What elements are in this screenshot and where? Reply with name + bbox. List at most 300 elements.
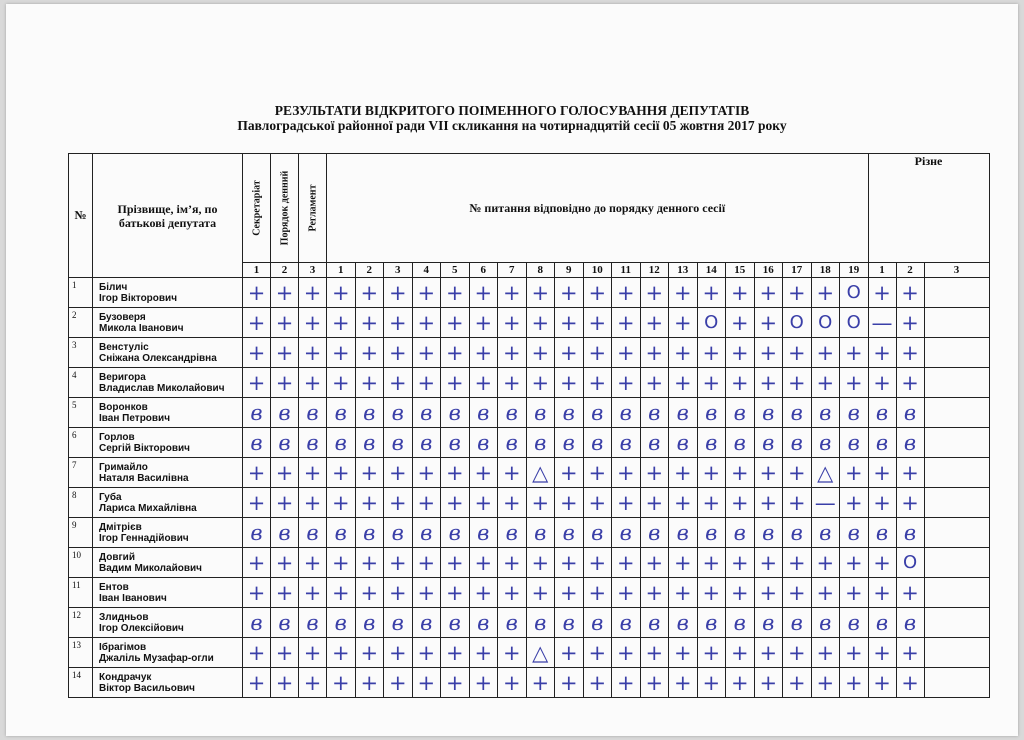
vote-mark: + xyxy=(811,578,840,608)
vote-mark: + xyxy=(384,308,413,338)
vote-mark: + xyxy=(441,278,470,308)
vote-mark: + xyxy=(555,308,584,338)
vote-mark: + xyxy=(669,338,698,368)
vote-mark: в xyxy=(498,398,527,428)
vote-mark: + xyxy=(868,578,896,608)
header-misc: Різне xyxy=(868,154,989,263)
vote-mark: O xyxy=(811,308,840,338)
vote-mark: в xyxy=(783,398,812,428)
vote-mark: + xyxy=(243,488,271,518)
vote-mark: в xyxy=(299,518,327,548)
vote-mark: + xyxy=(412,308,441,338)
header-row xyxy=(69,154,990,263)
vote-mark xyxy=(924,278,989,308)
vote-mark: в xyxy=(726,428,755,458)
vote-mark: △ xyxy=(811,458,840,488)
vote-mark: O xyxy=(783,308,812,338)
vote-mark: в xyxy=(583,608,612,638)
vote-mark: + xyxy=(840,368,869,398)
vote-mark: + xyxy=(840,548,869,578)
vote-mark: + xyxy=(441,638,470,668)
vote-mark: + xyxy=(355,458,384,488)
vote-mark: в xyxy=(896,608,924,638)
vote-mark: + xyxy=(243,638,271,668)
vote-mark: + xyxy=(327,488,356,518)
vote-mark: + xyxy=(355,278,384,308)
vote-mark: + xyxy=(783,278,812,308)
vote-mark: + xyxy=(327,308,356,338)
vote-mark: + xyxy=(271,308,299,338)
vote-mark xyxy=(924,548,989,578)
vote-mark: + xyxy=(271,488,299,518)
vote-mark: в xyxy=(896,518,924,548)
vote-mark: + xyxy=(469,668,498,698)
vote-mark: в xyxy=(384,398,413,428)
deputy-surname: Ібрагімов xyxy=(99,641,147,653)
deputy-name xyxy=(93,428,243,458)
vote-mark: в xyxy=(697,518,726,548)
vote-mark: в xyxy=(243,398,271,428)
vote-mark: в xyxy=(726,608,755,638)
deputy-surname: Бузоверя xyxy=(99,311,146,323)
vote-mark: + xyxy=(355,338,384,368)
vote-mark: + xyxy=(754,368,783,398)
deputy-given-names: Микола Іванович xyxy=(99,322,184,334)
vote-mark: + xyxy=(612,668,641,698)
vote-mark: + xyxy=(669,308,698,338)
vote-mark: + xyxy=(327,668,356,698)
vote-mark: + xyxy=(640,308,669,338)
vote-mark xyxy=(924,338,989,368)
row-number: 5 xyxy=(69,398,93,428)
vote-mark: в xyxy=(441,608,470,638)
vote-mark: + xyxy=(840,578,869,608)
header-secretariat: Секретаріат xyxy=(243,154,271,263)
deputy-given-names: Наталя Василівна xyxy=(99,472,189,484)
vote-mark: в xyxy=(469,518,498,548)
vote-mark: в xyxy=(640,608,669,638)
deputy-name xyxy=(93,338,243,368)
column-number: 3 xyxy=(299,263,327,278)
deputy-surname: Білич xyxy=(99,281,128,293)
vote-mark xyxy=(924,428,989,458)
vote-mark: + xyxy=(555,338,584,368)
vote-mark: + xyxy=(726,638,755,668)
vote-mark: + xyxy=(697,488,726,518)
vote-mark: + xyxy=(669,578,698,608)
vote-mark: + xyxy=(412,338,441,368)
vote-mark: в xyxy=(526,608,555,638)
vote-mark: в xyxy=(412,518,441,548)
vote-mark: + xyxy=(754,278,783,308)
vote-mark: в xyxy=(271,428,299,458)
row-number: 7 xyxy=(69,458,93,488)
vote-mark: + xyxy=(412,668,441,698)
vote-mark: в xyxy=(327,608,356,638)
vote-mark: + xyxy=(783,338,812,368)
deputy-surname: Воронков xyxy=(99,401,148,413)
table-row xyxy=(69,458,990,488)
vote-mark: в xyxy=(754,398,783,428)
vote-mark: + xyxy=(754,578,783,608)
vote-mark: + xyxy=(441,368,470,398)
vote-mark: + xyxy=(868,668,896,698)
vote-mark: + xyxy=(612,458,641,488)
vote-mark: + xyxy=(583,668,612,698)
vote-mark: + xyxy=(697,368,726,398)
vote-mark: + xyxy=(299,578,327,608)
vote-mark xyxy=(924,638,989,668)
vote-mark: в xyxy=(355,398,384,428)
vote-mark: + xyxy=(754,338,783,368)
vote-mark: + xyxy=(299,308,327,338)
vote-mark: в xyxy=(783,428,812,458)
vote-mark: + xyxy=(697,278,726,308)
vote-mark: + xyxy=(355,638,384,668)
vote-mark: + xyxy=(498,668,527,698)
deputy-given-names: Вадим Миколайович xyxy=(99,562,202,574)
table-row xyxy=(69,638,990,668)
vote-mark: + xyxy=(243,308,271,338)
column-number: 8 xyxy=(526,263,555,278)
header-questions: № питання відповідно до порядку денного сесії xyxy=(327,154,869,263)
vote-mark: + xyxy=(555,458,584,488)
vote-mark: + xyxy=(355,308,384,338)
vote-mark: + xyxy=(243,338,271,368)
vote-mark xyxy=(924,368,989,398)
table-row xyxy=(69,578,990,608)
vote-mark: + xyxy=(669,458,698,488)
vote-mark: + xyxy=(896,638,924,668)
vote-mark: в xyxy=(412,398,441,428)
vote-mark: в xyxy=(498,608,527,638)
vote-mark: + xyxy=(271,338,299,368)
vote-mark: + xyxy=(896,488,924,518)
column-number: 3 xyxy=(924,263,989,278)
vote-mark: в xyxy=(896,428,924,458)
vote-mark: в xyxy=(583,518,612,548)
row-number: 14 xyxy=(69,668,93,698)
vote-mark: + xyxy=(469,458,498,488)
vote-mark: в xyxy=(498,518,527,548)
vote-mark: + xyxy=(612,488,641,518)
vote-mark: в xyxy=(811,608,840,638)
vote-mark: + xyxy=(469,638,498,668)
row-number: 9 xyxy=(69,518,93,548)
vote-mark: в xyxy=(669,608,698,638)
vote-mark: в xyxy=(640,428,669,458)
vote-mark: + xyxy=(640,548,669,578)
vote-mark: + xyxy=(271,368,299,398)
vote-mark: + xyxy=(669,548,698,578)
vote-mark: в xyxy=(355,608,384,638)
vote-mark: в xyxy=(384,608,413,638)
vote-mark: в xyxy=(896,398,924,428)
vote-mark: + xyxy=(384,368,413,398)
vote-mark: + xyxy=(327,638,356,668)
vote-mark: + xyxy=(441,308,470,338)
row-number: 4 xyxy=(69,368,93,398)
vote-mark: + xyxy=(669,368,698,398)
vote-mark: + xyxy=(555,668,584,698)
vote-mark: + xyxy=(726,278,755,308)
vote-mark: + xyxy=(783,638,812,668)
vote-mark: + xyxy=(469,488,498,518)
vote-mark: в xyxy=(498,428,527,458)
vote-mark: + xyxy=(726,548,755,578)
vote-mark: + xyxy=(555,578,584,608)
vote-mark: в xyxy=(271,608,299,638)
vote-mark: + xyxy=(384,278,413,308)
vote-mark: + xyxy=(327,338,356,368)
vote-mark: + xyxy=(612,338,641,368)
vote-mark: + xyxy=(555,368,584,398)
row-number: 2 xyxy=(69,308,93,338)
vote-mark: + xyxy=(754,638,783,668)
vote-mark: в xyxy=(612,398,641,428)
vote-mark: + xyxy=(526,548,555,578)
vote-mark: + xyxy=(669,278,698,308)
vote-mark: в xyxy=(811,428,840,458)
vote-mark: + xyxy=(469,278,498,308)
vote-mark: в xyxy=(583,398,612,428)
deputy-name xyxy=(93,308,243,338)
vote-mark: в xyxy=(555,398,584,428)
vote-mark: + xyxy=(896,668,924,698)
vote-mark: + xyxy=(612,308,641,338)
vote-mark: в xyxy=(840,608,869,638)
deputy-surname: Довгий xyxy=(99,551,135,563)
vote-mark: + xyxy=(299,668,327,698)
vote-mark: + xyxy=(640,278,669,308)
vote-mark: в xyxy=(868,428,896,458)
vote-mark: в xyxy=(783,518,812,548)
vote-mark: + xyxy=(299,338,327,368)
row-number: 11 xyxy=(69,578,93,608)
vote-mark: в xyxy=(243,608,271,638)
vote-mark: + xyxy=(384,668,413,698)
column-number: 3 xyxy=(384,263,413,278)
vote-mark: в xyxy=(726,398,755,428)
vote-mark xyxy=(924,668,989,698)
vote-mark: + xyxy=(526,308,555,338)
vote-mark: △ xyxy=(526,638,555,668)
vote-mark: + xyxy=(441,458,470,488)
vote-mark: + xyxy=(896,578,924,608)
vote-mark: + xyxy=(811,638,840,668)
column-number: 2 xyxy=(271,263,299,278)
deputy-name xyxy=(93,458,243,488)
vote-mark: в xyxy=(868,518,896,548)
vote-mark: + xyxy=(583,578,612,608)
vote-mark: + xyxy=(498,338,527,368)
column-number: 2 xyxy=(896,263,924,278)
vote-mark: в xyxy=(526,428,555,458)
column-number: 13 xyxy=(669,263,698,278)
vote-mark: + xyxy=(355,368,384,398)
vote-mark: + xyxy=(726,578,755,608)
vote-mark: + xyxy=(583,488,612,518)
vote-mark: + xyxy=(583,368,612,398)
header-regulations: Регламент xyxy=(299,154,327,263)
vote-mark: + xyxy=(498,308,527,338)
vote-mark: + xyxy=(896,308,924,338)
vote-mark: + xyxy=(271,668,299,698)
deputy-surname: Гримайло xyxy=(99,461,148,473)
vote-mark: + xyxy=(555,548,584,578)
column-number: 1 xyxy=(243,263,271,278)
deputy-name xyxy=(93,578,243,608)
vote-mark: + xyxy=(640,638,669,668)
column-number: 15 xyxy=(726,263,755,278)
vote-mark: в xyxy=(612,518,641,548)
vote-mark xyxy=(924,458,989,488)
deputy-surname: Веригора xyxy=(99,371,146,383)
vote-mark: + xyxy=(612,368,641,398)
deputy-surname: Венстуліс xyxy=(99,341,149,353)
column-number: 14 xyxy=(697,263,726,278)
vote-mark: + xyxy=(697,578,726,608)
vote-mark: + xyxy=(498,278,527,308)
table-row xyxy=(69,668,990,698)
vote-mark xyxy=(924,308,989,338)
row-number: 1 xyxy=(69,278,93,308)
row-number: 6 xyxy=(69,428,93,458)
deputy-given-names: Іван Іванович xyxy=(99,592,167,604)
vote-mark: в xyxy=(441,518,470,548)
vote-mark: + xyxy=(384,578,413,608)
table-row xyxy=(69,308,990,338)
column-number: 1 xyxy=(327,263,356,278)
vote-mark: + xyxy=(355,488,384,518)
vote-mark: + xyxy=(526,338,555,368)
vote-mark: в xyxy=(243,428,271,458)
vote-mark: + xyxy=(412,638,441,668)
vote-mark: + xyxy=(243,668,271,698)
column-number: 16 xyxy=(754,263,783,278)
vote-mark: в xyxy=(384,518,413,548)
vote-mark: + xyxy=(526,278,555,308)
vote-mark: + xyxy=(640,338,669,368)
vote-mark: + xyxy=(726,308,755,338)
vote-mark: + xyxy=(754,488,783,518)
vote-mark: + xyxy=(469,578,498,608)
vote-mark: + xyxy=(840,338,869,368)
vote-mark: в xyxy=(412,608,441,638)
vote-mark: + xyxy=(640,458,669,488)
deputy-name xyxy=(93,548,243,578)
vote-mark: + xyxy=(811,368,840,398)
vote-mark: + xyxy=(783,488,812,518)
vote-mark: + xyxy=(498,488,527,518)
vote-mark: + xyxy=(555,278,584,308)
vote-mark: + xyxy=(840,638,869,668)
vote-mark: + xyxy=(327,278,356,308)
vote-mark: + xyxy=(783,458,812,488)
table-row xyxy=(69,608,990,638)
vote-mark: в xyxy=(327,518,356,548)
deputy-name xyxy=(93,398,243,428)
vote-mark: + xyxy=(498,548,527,578)
vote-mark: + xyxy=(868,548,896,578)
vote-mark: + xyxy=(327,458,356,488)
vote-mark: + xyxy=(441,578,470,608)
vote-mark: + xyxy=(526,668,555,698)
deputy-name xyxy=(93,368,243,398)
vote-mark: в xyxy=(327,428,356,458)
vote-mark: + xyxy=(896,278,924,308)
vote-mark: + xyxy=(271,638,299,668)
vote-mark: в xyxy=(271,398,299,428)
vote-mark: + xyxy=(243,548,271,578)
vote-mark: + xyxy=(555,488,584,518)
vote-mark: в xyxy=(327,398,356,428)
vote-mark: + xyxy=(384,338,413,368)
vote-mark: + xyxy=(840,488,869,518)
vote-mark: + xyxy=(726,368,755,398)
vote-mark: + xyxy=(299,548,327,578)
vote-mark: в xyxy=(754,518,783,548)
vote-mark: + xyxy=(412,548,441,578)
vote-mark: + xyxy=(669,668,698,698)
voting-results-table xyxy=(68,153,990,698)
column-number: 6 xyxy=(469,263,498,278)
vote-mark: + xyxy=(783,368,812,398)
vote-mark xyxy=(924,578,989,608)
vote-mark: + xyxy=(868,278,896,308)
vote-mark: в xyxy=(355,518,384,548)
deputy-surname: Дмітрієв xyxy=(99,521,142,533)
vote-mark: + xyxy=(355,548,384,578)
column-number: 12 xyxy=(640,263,669,278)
deputy-given-names: Ігор Вікторович xyxy=(99,292,178,304)
row-number: 10 xyxy=(69,548,93,578)
vote-mark: в xyxy=(384,428,413,458)
vote-mark: в xyxy=(299,608,327,638)
vote-mark: в xyxy=(583,428,612,458)
vote-mark: O xyxy=(840,308,869,338)
row-number: 8 xyxy=(69,488,93,518)
vote-mark: + xyxy=(441,488,470,518)
vote-mark: + xyxy=(783,668,812,698)
deputy-surname: Злидньов xyxy=(99,611,149,623)
vote-mark: + xyxy=(469,308,498,338)
column-number: 7 xyxy=(498,263,527,278)
vote-mark: + xyxy=(783,578,812,608)
deputy-surname: Ентов xyxy=(99,581,129,593)
vote-mark: + xyxy=(811,548,840,578)
deputy-given-names: Джаліль Музафар-огли xyxy=(99,652,214,664)
vote-mark: + xyxy=(271,548,299,578)
vote-mark: + xyxy=(498,638,527,668)
vote-mark: + xyxy=(811,278,840,308)
deputy-given-names: Владислав Миколайович xyxy=(99,382,225,394)
deputy-name xyxy=(93,668,243,698)
table-row xyxy=(69,518,990,548)
vote-mark: O xyxy=(896,548,924,578)
table-row xyxy=(69,368,990,398)
vote-mark: в xyxy=(697,608,726,638)
vote-mark: в xyxy=(441,398,470,428)
vote-mark: в xyxy=(754,608,783,638)
vote-mark: + xyxy=(412,368,441,398)
vote-mark: + xyxy=(384,458,413,488)
deputy-given-names: Лариса Михайлівна xyxy=(99,502,197,514)
vote-mark: + xyxy=(697,548,726,578)
vote-mark: + xyxy=(783,548,812,578)
table-row xyxy=(69,278,990,308)
vote-mark: + xyxy=(896,458,924,488)
